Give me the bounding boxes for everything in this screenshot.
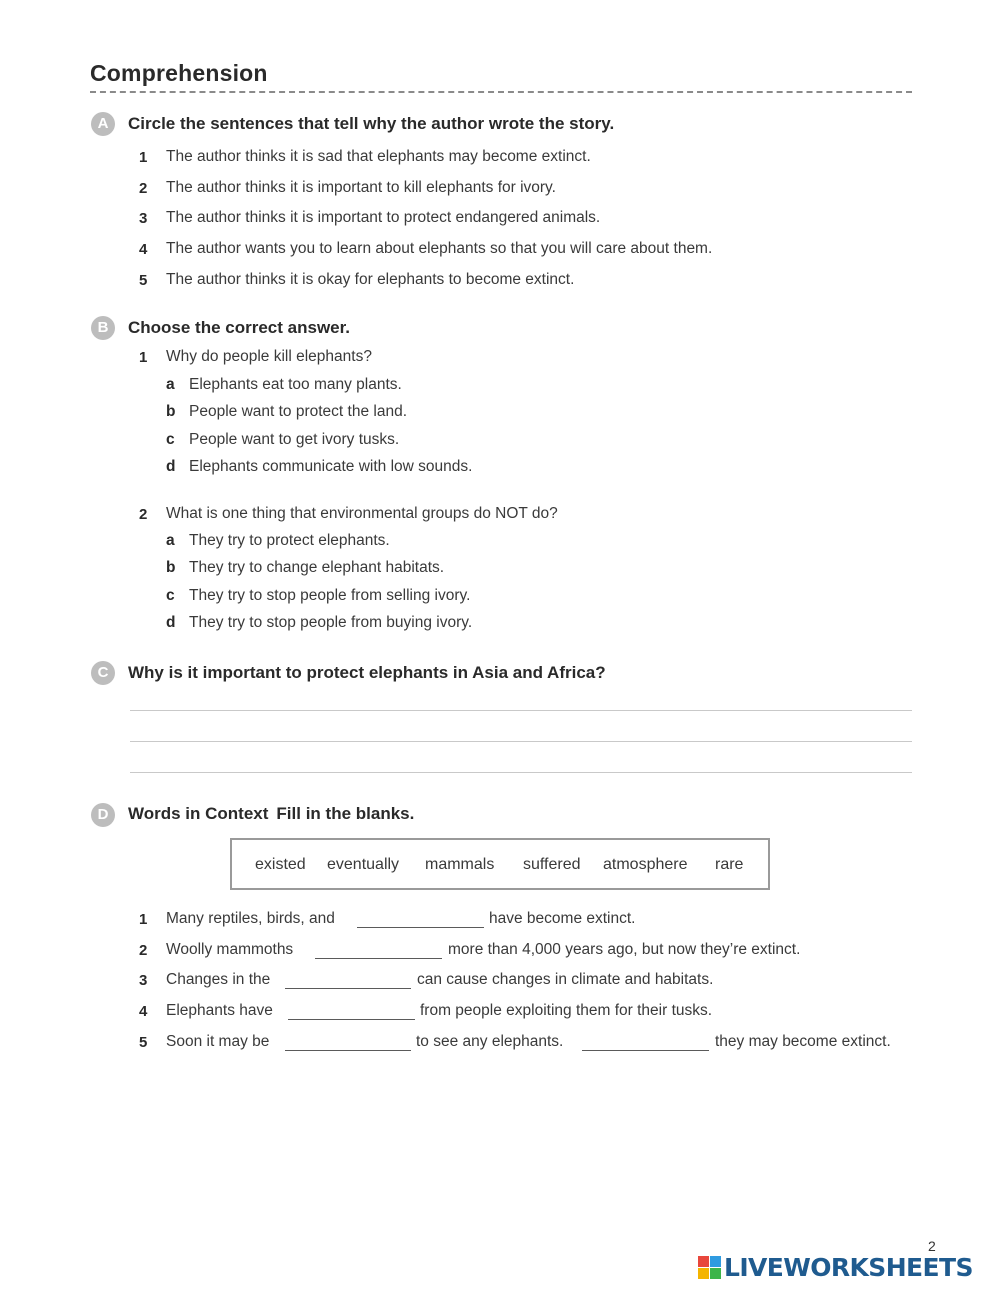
answer-option[interactable]: They try to stop people from buying ivory. [189, 614, 473, 631]
section-b-heading: Choose the correct answer. [128, 318, 351, 337]
blank-item-text-after: more than 4,000 years ago, but now they’re extinct. [448, 941, 801, 958]
answer-option[interactable]: They try to stop people from selling ivory. [189, 587, 471, 604]
blank-item-text-after: have become extinct. [489, 910, 636, 927]
option-letter: d [166, 458, 176, 475]
words-in-context-label: Words in Context [128, 804, 269, 823]
answer-option[interactable]: People want to protect the land. [189, 403, 408, 420]
section-a-heading: Circle the sentences that tell why the author wrote the story. [128, 114, 615, 133]
section-b-badge: B [91, 316, 115, 340]
blank-item-text-after: from people exploiting them for their tusks. [420, 1002, 713, 1019]
logo-text: LIVEWORKSHEETS [724, 1253, 973, 1282]
word-bank-item: suffered [523, 856, 581, 873]
word-bank-item: existed [255, 856, 306, 873]
blank-item-text-before: Many reptiles, birds, and [166, 910, 335, 927]
blank-item-number: 1 [139, 911, 148, 928]
section-a-item-text[interactable]: The author thinks it is sad that elephants may become extinct. [166, 148, 591, 165]
fill-in-blank[interactable] [285, 1050, 411, 1051]
section-d-heading [128, 804, 414, 824]
blank-item-number: 4 [139, 1003, 148, 1020]
section-a-item-number: 3 [139, 210, 148, 227]
word-bank-item: eventually [327, 856, 400, 873]
blank-item-text-after: they may become extinct. [715, 1033, 891, 1050]
option-letter: c [166, 587, 175, 604]
question-number: 1 [139, 349, 148, 366]
question-text: Why do people kill elephants? [166, 348, 372, 365]
section-a-item-number: 1 [139, 149, 148, 166]
option-letter: b [166, 559, 176, 576]
word-bank-item: rare [715, 856, 744, 873]
answer-option[interactable]: They try to protect elephants. [189, 532, 390, 549]
logo-square [698, 1268, 709, 1279]
blank-item-text-before: Changes in the [166, 971, 271, 988]
fill-in-blank[interactable] [582, 1050, 709, 1051]
blank-item-text-before: Soon it may be [166, 1033, 270, 1050]
section-a-item-text[interactable]: The author thinks it is okay for elephants to become extinct. [166, 271, 575, 288]
blank-item-text-before: Elephants have [166, 1002, 273, 1019]
section-a-item-number: 4 [139, 241, 148, 258]
answer-line[interactable] [130, 772, 912, 773]
liveworksheets-logo[interactable] [698, 1253, 973, 1282]
section-c-heading: Why is it important to protect elephants in Asia and Africa? [128, 663, 606, 682]
answer-option[interactable]: People want to get ivory tusks. [189, 431, 400, 448]
section-a-item-number: 5 [139, 272, 148, 289]
answer-option[interactable]: They try to change elephant habitats. [189, 559, 445, 576]
option-letter: d [166, 614, 176, 631]
answer-option[interactable]: Elephants eat too many plants. [189, 376, 402, 393]
fill-in-blank[interactable] [285, 988, 411, 989]
answer-option[interactable]: Elephants communicate with low sounds. [189, 458, 473, 475]
word-bank-item: mammals [425, 856, 495, 873]
title-divider [90, 91, 912, 93]
fill-in-blank[interactable] [315, 958, 442, 959]
section-a-item-text[interactable]: The author thinks it is important to protect endangered animals. [166, 209, 601, 226]
section-a-item-text[interactable]: The author wants you to learn about elephants so that you will care about them. [166, 240, 713, 257]
blank-item-text-before: Woolly mammoths [166, 941, 294, 958]
section-a-item-number: 2 [139, 180, 148, 197]
word-bank-box [230, 838, 770, 890]
section-d-instruction: Fill in the blanks. [276, 804, 415, 823]
logo-square [710, 1256, 721, 1267]
question-text: What is one thing that environmental groups do NOT do? [166, 505, 558, 522]
blank-item-number: 3 [139, 972, 148, 989]
answer-line[interactable] [130, 741, 912, 742]
option-letter: c [166, 431, 175, 448]
section-a-item-text[interactable]: The author thinks it is important to kill elephants for ivory. [166, 179, 556, 196]
section-d-badge: D [91, 803, 115, 827]
section-a-badge: A [91, 112, 115, 136]
section-c-badge: C [91, 661, 115, 685]
fill-in-blank[interactable] [288, 1019, 415, 1020]
blank-item-text-after: can cause changes in climate and habitats. [417, 971, 714, 988]
fill-in-blank[interactable] [357, 927, 484, 928]
option-letter: b [166, 403, 176, 420]
logo-square [710, 1268, 721, 1279]
answer-line[interactable] [130, 710, 912, 711]
logo-squares-icon [698, 1256, 721, 1279]
word-bank-item: atmosphere [603, 856, 688, 873]
page-number: 2 [928, 1238, 936, 1254]
blank-item-number: 5 [139, 1034, 148, 1051]
option-letter: a [166, 532, 175, 549]
blank-item-number: 2 [139, 942, 148, 959]
page-title: Comprehension [90, 60, 268, 86]
option-letter: a [166, 376, 175, 393]
blank-item-text-middle: to see any elephants. [416, 1033, 564, 1050]
logo-square [698, 1256, 709, 1267]
question-number: 2 [139, 506, 148, 523]
